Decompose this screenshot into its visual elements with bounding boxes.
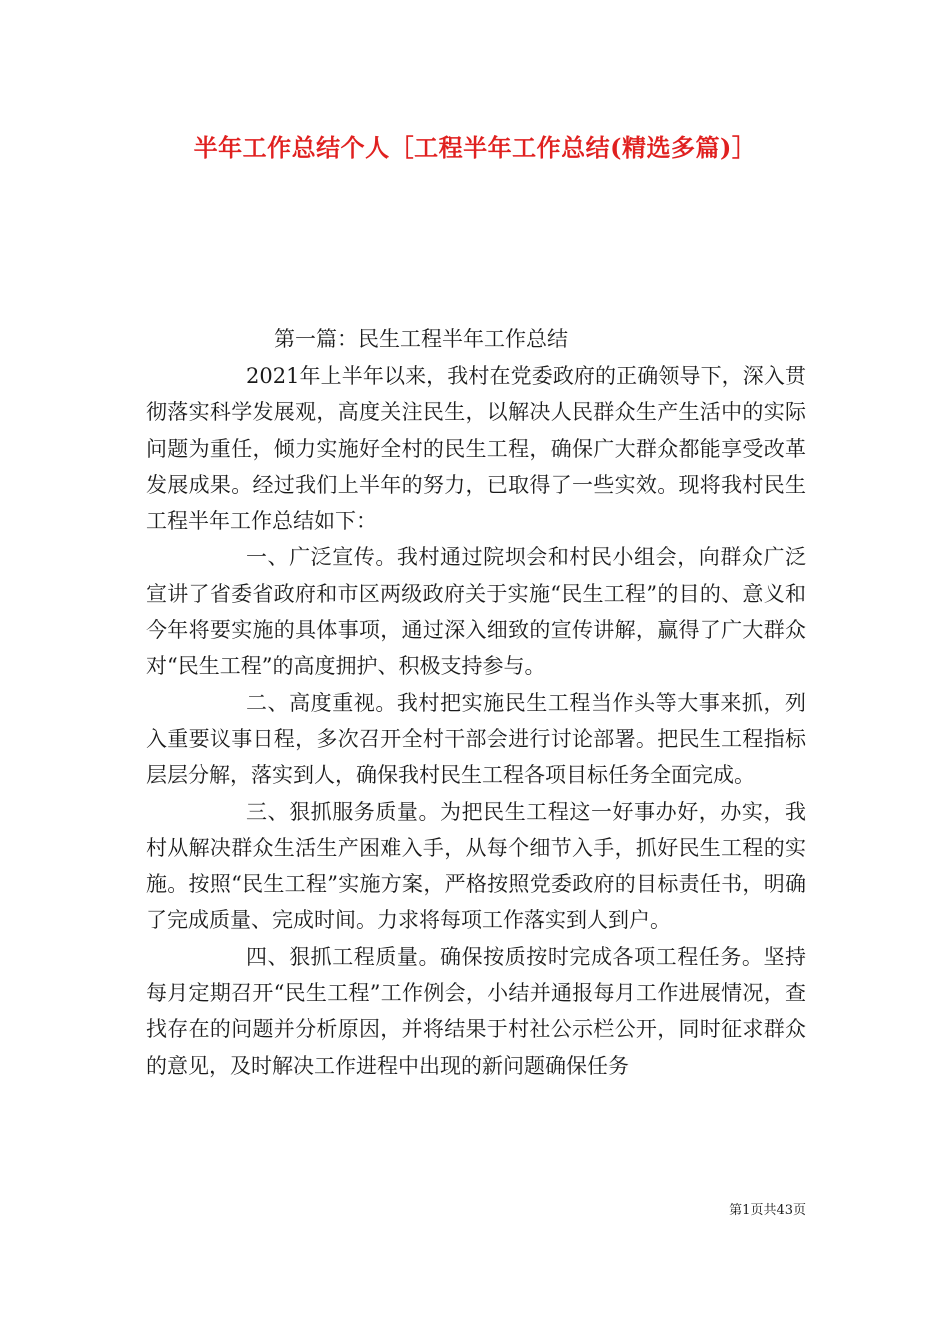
paragraph-4: 四、狠抓工程质量。确保按质按时完成各项工程任务。坚持每月定期召开“民生工程”工作例会，小结并通报每月工作进展情况，查找存在的问题并分析原因，并将结果于村社公示栏公开，同时征求群众的意见，及时解决工作进程中出现的新问题确保任务 <box>146 944 806 1078</box>
document-body <box>146 358 806 1084</box>
paragraph-3: 三、狠抓服务质量。为把民生工程这一好事办好，办实，我村从解决群众生活生产困难入手，从每个细节入手，抓好民生工程的实施。按照“民生工程”实施方案，严格按照党委政府的目标责任书，明确了完成质量、完成时间。力求将每项工作落实到人到户。 <box>146 799 806 933</box>
section-title: 第一篇：民生工程半年工作总结 <box>274 327 568 351</box>
page-number: 第1页共43页 <box>729 1203 806 1218</box>
document-title: 半年工作总结个人［工程半年工作总结(精选多篇)］ <box>193 133 757 162</box>
paragraph-1: 一、广泛宣传。我村通过院坝会和村民小组会，向群众广泛宣讲了省委省政府和市区两级政府关于实施“民生工程”的目的、意义和今年将要实施的具体事项，通过深入细致的宣传讲解，赢得了广大群众对“民生工程”的高度拥护、积极支持参与。 <box>146 545 806 679</box>
paragraph-intro: 2021年上半年以来，我村在党委政府的正确领导下，深入贯彻落实科学发展观，高度关注民生，以解决人民群众生产生活中的实际问题为重任，倾力实施好全村的民生工程，确保广大群众都能享受改革发展成果。经过我们上半年的努力，已取得了一些实效。现将我村民生工程半年工作总结如下： <box>146 364 806 534</box>
paragraph-2: 二、高度重视。我村把实施民生工程当作头等大事来抓，列入重要议事日程，多次召开全村干部会进行讨论部署。把民生工程指标层层分解，落实到人，确保我村民生工程各项目标任务全面完成。 <box>146 690 806 788</box>
